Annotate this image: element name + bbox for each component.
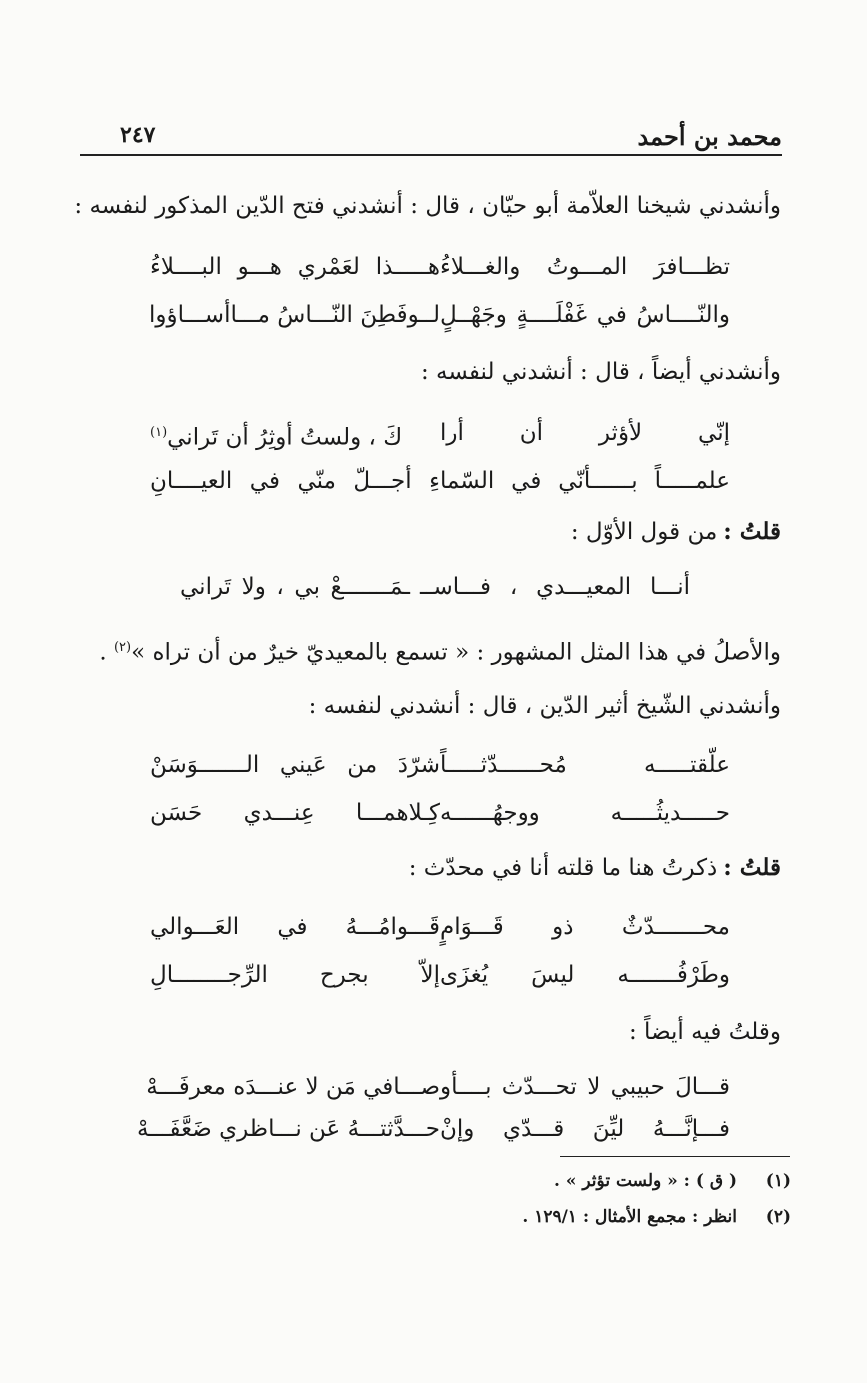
verse-hemistich: كِـلاهمـــا عِنـــدي حَسَن (150, 800, 440, 826)
paragraph: وأنشدني أيضاً ، قال : أنشدني لنفسه : (420, 359, 781, 385)
verse-hemistich: صـــافي مَن لا عنـــدَه معرفَـــهْ (146, 1074, 440, 1100)
verse-line (130, 460, 760, 502)
verse-line (130, 954, 760, 996)
verse-line (130, 246, 760, 288)
verse-hemistich: إنّي لأؤثر أن أرا (440, 420, 730, 446)
verse-hemistich: قَـــوامُـــهُ في العَـــوالي (150, 914, 440, 940)
verse-hemistich: لــوفَطِنَ النّـــاسُ مـــاأســـاؤوا (148, 302, 440, 328)
footnote-number: (١) (765, 1171, 791, 1191)
verse-line (130, 1108, 760, 1150)
verse-hemistich: أنـــا المعيـــدي ، فـــاســ (420, 574, 690, 600)
paragraph-text: ذكرتُ هنا ما قلته أنا في محدّث : (408, 855, 718, 881)
verse-line (130, 1066, 760, 1108)
footnote-marker: (١) (150, 425, 168, 440)
footnote-text: ( ق ) : « ولست تؤثر » . (554, 1171, 737, 1191)
verse-hemistich: ـمَـــــــعْ بي ، ولا تَراني (180, 574, 410, 600)
verse-hemistich: تظـــافرَ المـــوتُ والغـــلاءُ (440, 254, 730, 280)
verse-line (130, 412, 760, 454)
verse-hemistich: حـــدَّثتـــهُ عَن نـــاظري ضَعَّفَـــهْ (137, 1116, 440, 1142)
verse-hemistich: قـــالَ حبيبي لا تحـــدّث بــــأو (440, 1074, 730, 1100)
paragraph-end: . (99, 639, 114, 666)
running-title: محمد بن أحمد (637, 122, 782, 151)
verse-hemistich: وطَرْفُـــــــه ليسَ يُغزَى (440, 962, 730, 988)
verse-line (130, 792, 760, 834)
verse-hemistich: حـــــديثُـــــه ووجهُــــــه (440, 800, 730, 826)
paragraph: وقلتُ فيه أيضاً : (629, 1019, 781, 1045)
footnote (101, 1166, 791, 1196)
verse-hemistich: علمـــــاً بــــــأنّي في السّما (440, 468, 730, 494)
verse-line (130, 566, 760, 608)
footnote-text: انظر : مجمع الأمثال : ١٢٩/١ . (522, 1207, 737, 1227)
verse-hemistich: والنّــــاسُ في غَفْلَــــةٍ وجَهْــلٍ (440, 302, 730, 328)
verse-hemistich: علّقتـــــه مُحــــــدّثـــــاً (440, 752, 730, 778)
verse-hemistich: ءِ أجـــلّ منّي في العيــــانِ (150, 468, 440, 494)
verse-hemistich (150, 412, 440, 459)
bold-lead: قلتُ : (723, 518, 781, 545)
footnote-number: (٢) (765, 1207, 791, 1227)
paragraph (91, 512, 781, 552)
paragraph-text: والأصلُ في هذا المثل المشهور : « تسمع بالمعيديّ خيرٌ من أن تراه » (131, 639, 781, 666)
paragraph (91, 848, 781, 888)
bold-lead: قلتُ : (723, 854, 781, 881)
paragraph-text: من قول الأوّل : (570, 519, 718, 545)
page-number: ٢٤٧ (120, 122, 156, 148)
page-header (80, 118, 782, 156)
footnote-marker: (٢) (113, 640, 132, 655)
footnote-divider (560, 1156, 790, 1157)
verse-hemistich: شرّدَ من عَيني الـــــــوَسَنْ (150, 752, 440, 778)
verse-hemistich: هـــــذا لعَمْري هـــو البــــلاءُ (150, 254, 440, 280)
verse-hemistich: إلاّ بجرح الرِّجــــــــالِ (150, 962, 440, 988)
paragraph: وأنشدني شيخنا العلاّمة أبو حيّان ، قال : أنشدني فتح الدّين المذكور لنفسه : (74, 193, 781, 219)
paragraph: وأنشدني الشّيخ أثير الدّين ، قال : أنشدني لنفسه : (308, 693, 781, 719)
verse-hemistich: محـــــــدّثٌ ذو قَـــوَامٍ (440, 914, 730, 940)
verse-line (130, 906, 760, 948)
verse-hemistich: فـــإنَّـــهُ ليِّنَ قـــدّي وإنْ (440, 1116, 730, 1142)
verse-line (130, 744, 760, 786)
verse-line (130, 294, 760, 336)
verse-text: كَ ، ولستُ أوثِرُ أن تَراني (167, 424, 403, 451)
paragraph (91, 628, 781, 673)
footnote (101, 1202, 791, 1232)
